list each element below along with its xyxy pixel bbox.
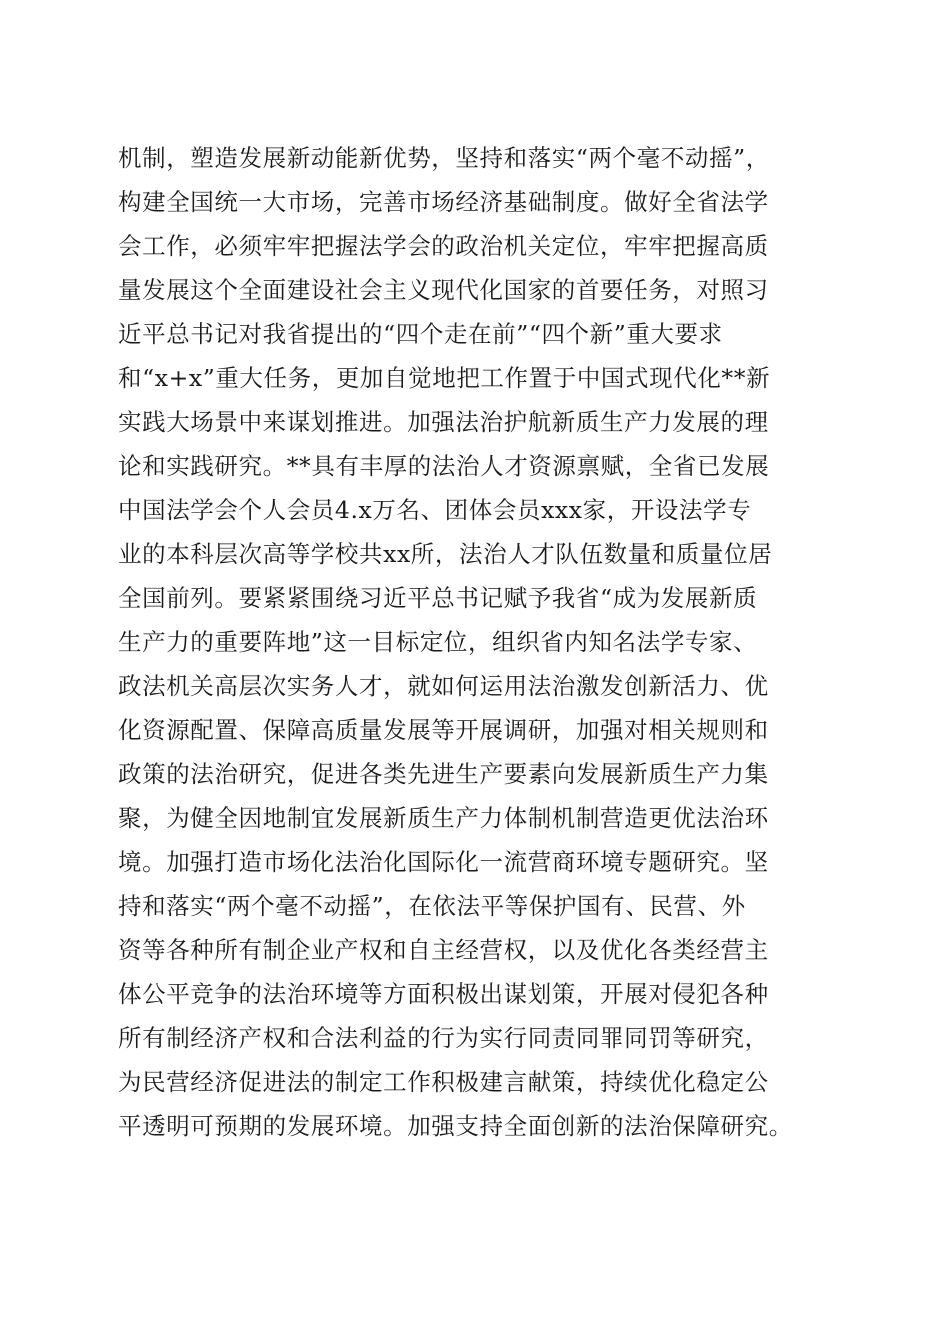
text-line: 量发展这个全面建设社会主义现代化国家的首要任务，对照习: [118, 276, 769, 304]
text-line: 和“x+x”重大任务，更加自觉地把工作置于中国式现代化**新: [118, 364, 771, 392]
text-line: 生产力的重要阵地”这一目标定位，组织省内知名法学专家、: [118, 628, 758, 656]
text-line: 资等各种所有制企业产权和自主经营权，以及优化各类经营主: [118, 936, 769, 964]
text-line: 聚，为健全因地制宜发展新质生产力体制机制营造更优法治环: [118, 804, 769, 832]
text-line: 全国前列。要紧紧围绕习近平总书记赋予我省“成为发展新质: [118, 584, 758, 612]
text-line: 所有制经济产权和合法利益的行为实行同责同罪同罚等研究，: [118, 1024, 769, 1052]
text-line: 境。加强打造市场化法治化国际化一流营商环境专题研究。坚: [118, 848, 769, 876]
text-line: 近平总书记对我省提出的“四个走在前”“四个新”重大要求: [118, 320, 723, 348]
text-line: 化资源配置、保障高质量发展等开展调研，加强对相关规则和: [118, 716, 769, 744]
text-line: 政策的法治研究，促进各类先进生产要素向发展新质生产力集: [118, 760, 769, 788]
text-line: 持和落实“两个毫不动摇”，在依法平等保护国有、民营、外: [118, 892, 746, 920]
text-line: 中国法学会个人会员4.x万名、团体会员xxx家，开设法学专: [118, 496, 752, 524]
text-line: 体公平竞争的法治环境等方面积极出谋划策，开展对侵犯各种: [118, 980, 769, 1008]
text-line: 机制，塑造发展新动能新优势，坚持和落实“两个毫不动摇”，: [118, 144, 770, 172]
text-line: 构建全国统一大市场，完善市场经济基础制度。做好全省法学: [118, 188, 769, 216]
text-line: 平透明可预期的发展环境。加强支持全面创新的法治保障研究。: [118, 1112, 793, 1140]
text-line: 政法机关高层次实务人才，就如何运用法治激发创新活力、优: [118, 672, 769, 700]
text-line: 业的本科层次高等学校共xx所，法治人才队伍数量和质量位居: [118, 540, 773, 568]
text-line: 会工作，必须牢牢把握法学会的政治机关定位，牢牢把握高质: [118, 232, 769, 260]
text-line: 论和实践研究。**具有丰厚的法治人才资源禀赋，全省已发展: [118, 452, 770, 480]
text-line: 实践大场景中来谋划推进。加强法治护航新质生产力发展的理: [118, 408, 769, 436]
text-line: 为民营经济促进法的制定工作积极建言献策，持续优化稳定公: [118, 1068, 769, 1096]
